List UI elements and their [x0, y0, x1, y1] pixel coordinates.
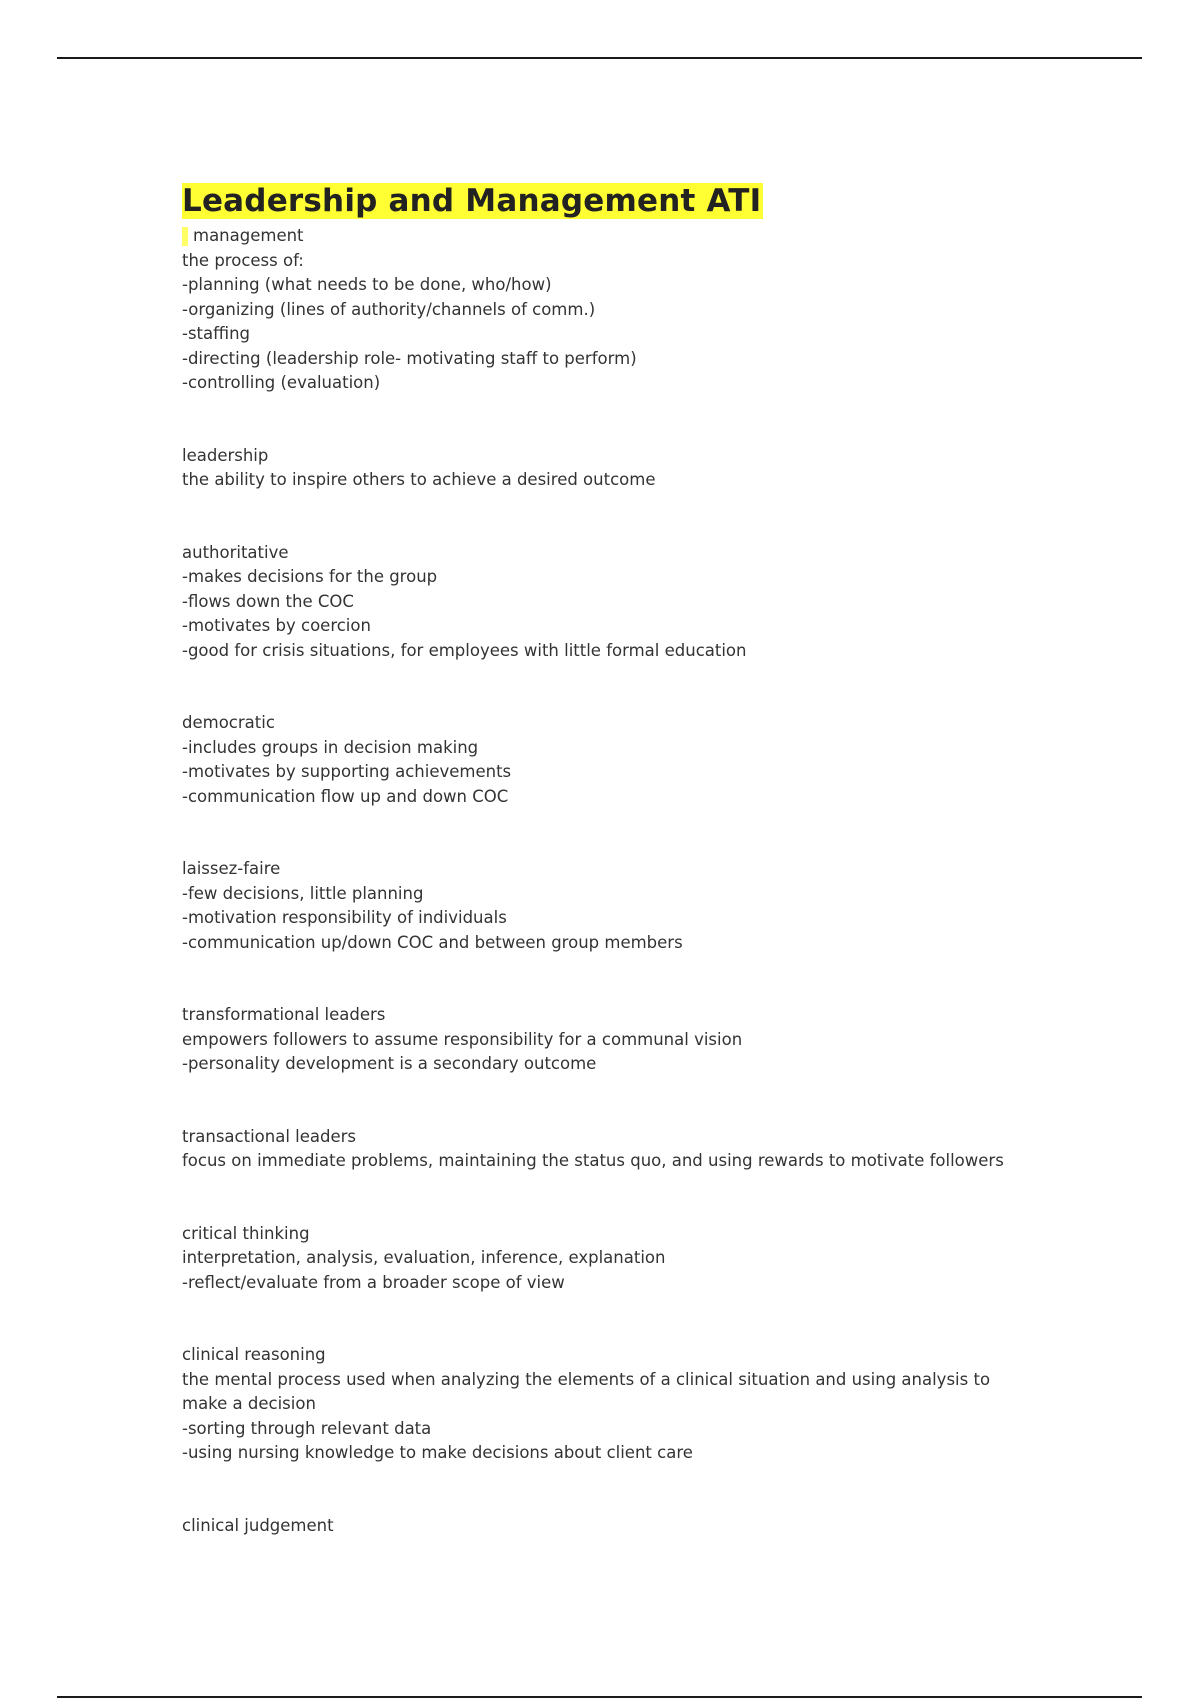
- section-transformational-leaders: [182, 1003, 1082, 1077]
- section-line: -reflect/evaluate from a broader scope of view: [182, 1272, 565, 1292]
- section-line: -using nursing knowledge to make decisions about client care: [182, 1443, 693, 1462]
- document-title-text: Leadership and Management ATI: [182, 183, 762, 219]
- section-term: clinical judgement: [182, 1515, 334, 1535]
- section-clinical-reasoning: [182, 1343, 1082, 1466]
- section-line: -motivates by coercion: [182, 616, 371, 635]
- section-term: transformational leaders: [182, 1005, 386, 1024]
- section-term: critical thinking: [182, 1223, 310, 1243]
- section-authoritative: [182, 541, 1082, 664]
- section-line: -communication up/down COC and between group members: [182, 932, 683, 952]
- section-transactional-leaders: [182, 1125, 1082, 1174]
- section-line: focus on immediate problems, maintaining the status quo, and using rewards to motivate followers: [182, 1151, 1004, 1170]
- section-clinical-judgement: [182, 1514, 1082, 1539]
- document-body: [182, 180, 1082, 1538]
- section-line: -motivation responsibility of individuals: [182, 908, 507, 927]
- section-term: management: [182, 224, 1082, 249]
- section-management: [182, 224, 1082, 396]
- section-line: the ability to inspire others to achieve a desired outcome: [182, 470, 656, 489]
- section-line: interpretation, analysis, evaluation, inference, explanation: [182, 1248, 666, 1267]
- section-line: -good for crisis situations, for employees with little formal education: [182, 640, 747, 660]
- section-term: authoritative: [182, 542, 289, 562]
- section-line: -includes groups in decision making: [182, 737, 479, 757]
- section-line: -motivates by supporting achievements: [182, 762, 512, 781]
- section-term: clinical reasoning: [182, 1345, 326, 1364]
- section-laissez-faire: [182, 857, 1082, 955]
- section-line: the process of:: [182, 250, 304, 270]
- section-line: -planning (what needs to be done, who/how): [182, 275, 552, 294]
- section-line: make a decision: [182, 1394, 316, 1413]
- section-line: -organizing (lines of authority/channels of comm.): [182, 299, 596, 319]
- section-term: transactional leaders: [182, 1126, 356, 1146]
- document-title: [182, 180, 1082, 222]
- header-rule: [57, 57, 1142, 59]
- section-line: -few decisions, little planning: [182, 883, 424, 903]
- footer-rule: [57, 1696, 1142, 1698]
- section-term: democratic: [182, 713, 275, 732]
- section-leadership: [182, 444, 1082, 493]
- section-line: -makes decisions for the group: [182, 567, 438, 586]
- section-critical-thinking: [182, 1222, 1082, 1296]
- section-line: -personality development is a secondary outcome: [182, 1054, 597, 1073]
- section-line: -communication flow up and down COC: [182, 786, 509, 806]
- section-line: -staffing: [182, 324, 251, 343]
- section-term: laissez-faire: [182, 859, 281, 878]
- section-line: -directing (leadership role- motivating staff to perform): [182, 348, 637, 368]
- section-democratic: [182, 711, 1082, 809]
- section-line: -sorting through relevant data: [182, 1418, 432, 1438]
- section-line: empowers followers to assume responsibility for a communal vision: [182, 1029, 743, 1049]
- section-term: leadership: [182, 445, 269, 465]
- section-line: the mental process used when analyzing the elements of a clinical situation and using analysis to: [182, 1369, 991, 1389]
- section-line: -controlling (evaluation): [182, 373, 381, 392]
- section-line: -flows down the COC: [182, 591, 354, 611]
